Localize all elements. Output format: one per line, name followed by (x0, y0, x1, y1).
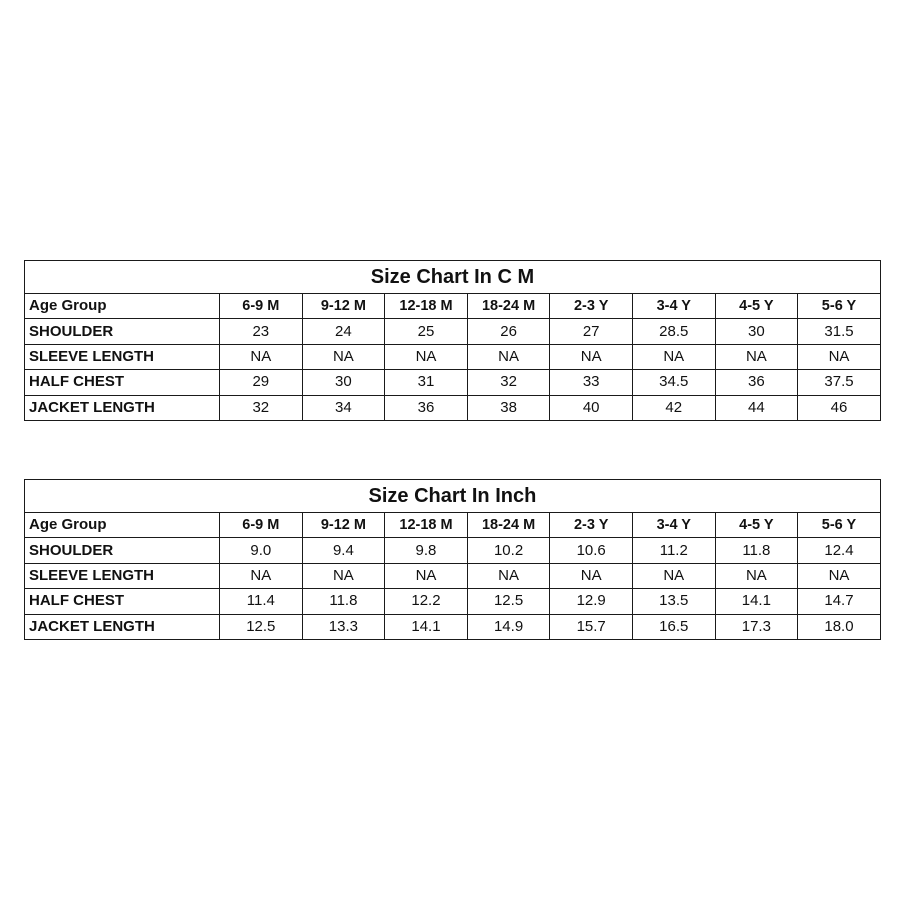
table-cell: 26 (467, 319, 550, 344)
column-header: 3-4 Y (632, 513, 715, 538)
column-header: 9-12 M (302, 294, 385, 319)
table-cell: 32 (467, 370, 550, 395)
table-cell: 24 (302, 319, 385, 344)
table-row (25, 370, 881, 395)
table-cell: 36 (715, 370, 798, 395)
table-cell: 14.7 (798, 589, 881, 614)
table-cell: NA (302, 563, 385, 588)
table-cell: 44 (715, 395, 798, 420)
table-row (25, 344, 881, 369)
table-cell: 34.5 (632, 370, 715, 395)
table-cell: NA (632, 344, 715, 369)
table-cell: 12.2 (385, 589, 468, 614)
table-cell: 40 (550, 395, 633, 420)
table-cell: 17.3 (715, 614, 798, 639)
table-cell: 27 (550, 319, 633, 344)
table-cell: NA (550, 344, 633, 369)
row-label: JACKET LENGTH (25, 614, 220, 639)
table-cell: 15.7 (550, 614, 633, 639)
table-cell: 28.5 (632, 319, 715, 344)
table-row (25, 538, 881, 563)
age-group-label: Age Group (25, 294, 220, 319)
table-cell: 29 (220, 370, 303, 395)
table-cell: NA (632, 563, 715, 588)
column-header: 4-5 Y (715, 513, 798, 538)
column-header: 18-24 M (467, 294, 550, 319)
table-cell: 31.5 (798, 319, 881, 344)
size-chart-cm (24, 260, 881, 421)
table-cell: 9.4 (302, 538, 385, 563)
table-row (25, 319, 881, 344)
column-header: 2-3 Y (550, 513, 633, 538)
table-cell: 23 (220, 319, 303, 344)
table-cell: NA (220, 344, 303, 369)
table-cell: 34 (302, 395, 385, 420)
table-cell: 11.2 (632, 538, 715, 563)
column-header: 18-24 M (467, 513, 550, 538)
table-cell: 10.6 (550, 538, 633, 563)
table-cell: 9.8 (385, 538, 468, 563)
table-cell: NA (467, 344, 550, 369)
row-label: SHOULDER (25, 319, 220, 344)
column-header: 2-3 Y (550, 294, 633, 319)
row-label: HALF CHEST (25, 589, 220, 614)
table-cell: 42 (632, 395, 715, 420)
table-cell: 12.4 (798, 538, 881, 563)
table-cell: 46 (798, 395, 881, 420)
row-label: SHOULDER (25, 538, 220, 563)
table-cell: 12.9 (550, 589, 633, 614)
table-cell: NA (798, 344, 881, 369)
table-row (25, 589, 881, 614)
header-row (25, 294, 881, 319)
table-cell: 13.3 (302, 614, 385, 639)
column-header: 12-18 M (385, 513, 468, 538)
table-cell: NA (798, 563, 881, 588)
table-cell: 38 (467, 395, 550, 420)
table-cell: 18.0 (798, 614, 881, 639)
table-cell: 10.2 (467, 538, 550, 563)
age-group-label: Age Group (25, 513, 220, 538)
table-cell: 11.8 (715, 538, 798, 563)
table-cell: 11.4 (220, 589, 303, 614)
table-cell: 30 (302, 370, 385, 395)
table-cell: 14.1 (715, 589, 798, 614)
table-cell: 33 (550, 370, 633, 395)
table-cell: 14.9 (467, 614, 550, 639)
table-cell: NA (550, 563, 633, 588)
table-cell: 30 (715, 319, 798, 344)
column-header: 5-6 Y (798, 294, 881, 319)
row-label: SLEEVE LENGTH (25, 563, 220, 588)
table-cell: 12.5 (220, 614, 303, 639)
column-header: 6-9 M (220, 513, 303, 538)
table-cell: 36 (385, 395, 468, 420)
table-cell: NA (467, 563, 550, 588)
chart-title: Size Chart In C M (25, 261, 881, 294)
table-cell: 32 (220, 395, 303, 420)
table-cell: 13.5 (632, 589, 715, 614)
column-header: 5-6 Y (798, 513, 881, 538)
header-row (25, 513, 881, 538)
table-cell: NA (715, 563, 798, 588)
column-header: 3-4 Y (632, 294, 715, 319)
table-cell: NA (385, 344, 468, 369)
table-cell: 12.5 (467, 589, 550, 614)
table-cell: 9.0 (220, 538, 303, 563)
table-cell: NA (715, 344, 798, 369)
table-cell: 16.5 (632, 614, 715, 639)
table-cell: NA (302, 344, 385, 369)
table-row (25, 563, 881, 588)
table-cell: 14.1 (385, 614, 468, 639)
row-label: SLEEVE LENGTH (25, 344, 220, 369)
table-cell: NA (220, 563, 303, 588)
table-cell: 37.5 (798, 370, 881, 395)
column-header: 6-9 M (220, 294, 303, 319)
column-header: 9-12 M (302, 513, 385, 538)
chart-title: Size Chart In Inch (25, 480, 881, 513)
table-cell: 11.8 (302, 589, 385, 614)
row-label: JACKET LENGTH (25, 395, 220, 420)
size-chart-inch (24, 479, 881, 640)
table-row (25, 395, 881, 420)
table-row (25, 614, 881, 639)
table-cell: 31 (385, 370, 468, 395)
column-header: 12-18 M (385, 294, 468, 319)
row-label: HALF CHEST (25, 370, 220, 395)
column-header: 4-5 Y (715, 294, 798, 319)
table-cell: NA (385, 563, 468, 588)
table-cell: 25 (385, 319, 468, 344)
